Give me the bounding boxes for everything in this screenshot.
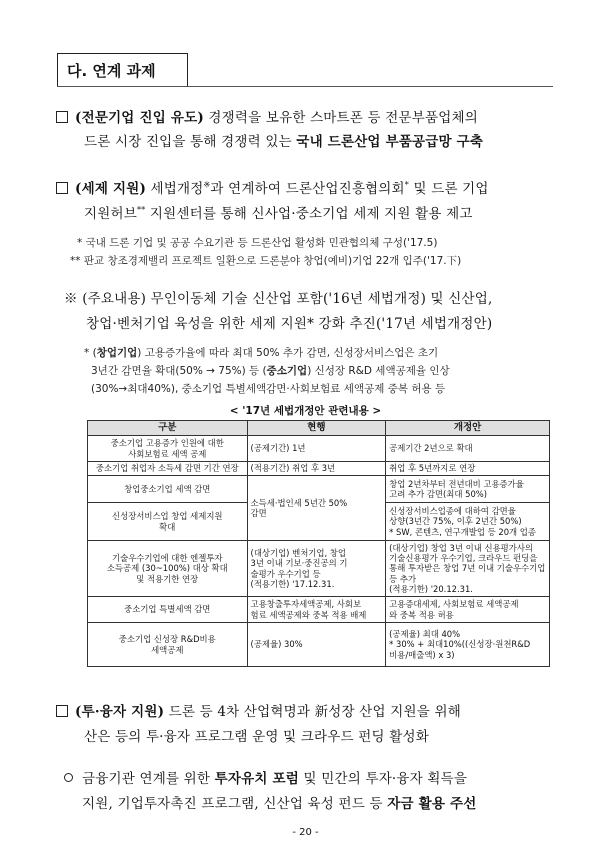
text-run: 지원허브 (84, 206, 137, 222)
text-run: (30%→최대40%), 중소기업 특별세액감면·사회보험료 세액공제 중복 허용 등 (91, 383, 446, 395)
p3-note-1-text (84, 347, 438, 359)
tax-revision-table (87, 420, 550, 667)
cell-current: (공제기간) 1년 (247, 436, 386, 462)
cell-category: 중소기업 취업자 소득세 감면 기간 연장 (88, 462, 248, 476)
cell-category: 기술우수기업에 대한 엔젤투자 소득공제 (30~100%) 대상 확대 및 적용기한 연장 (88, 541, 248, 597)
p1-line-1 (56, 106, 478, 126)
section-title: 다. 연계 과제 (67, 62, 156, 80)
p4-line-1 (56, 700, 461, 720)
cell-category: 창업중소기업 세액 감면 (88, 476, 248, 503)
table-row (88, 597, 550, 623)
table-header-row (88, 421, 550, 436)
text-run: * ( (84, 347, 97, 359)
cell-current: 소득세·법인세 5년간 50% 감면 (247, 476, 386, 541)
text-run: 자금 활용 주선 (387, 796, 477, 812)
square-bullet-icon (56, 182, 68, 194)
p3-note-2 (91, 363, 450, 378)
cell-revised: 창업 2년차부터 전년대비 고용증가율 고려 추가 감면(최대 50%) (386, 476, 550, 503)
table-row (88, 623, 550, 667)
cell-revised: 공제기간 2년으로 확대 (386, 436, 550, 462)
table-row (88, 541, 550, 597)
header-category: 구분 (88, 421, 248, 436)
text-run: 국내 드론산업 부품공급망 구축 (296, 134, 484, 150)
text-run: ) 고용증가율에 따라 최대 50% 추가 감면, 신성장서비스업은 초기 (137, 347, 439, 359)
p3-line-1: ※ (주요내용) 무인이동체 기술 신산업 포함('16년 세법개정) 및 신산업, (64, 291, 493, 307)
square-bullet-icon (56, 705, 68, 717)
text-run: 및 드론 기업 (408, 181, 489, 197)
text-run: 창업기업 (96, 347, 138, 359)
text-run: 3년간 감면율 확대(50% → 75%) 등 ( (91, 365, 267, 377)
p4-line-2-text (84, 729, 429, 745)
cell-revised: 신성장서비스업종에 대하여 감면율 상향(3년간 75%, 이후 2년간 50%) * SW, 콘텐츠, 연구개발업 등 20개 업종 (386, 503, 550, 541)
cell-revised: (공제율) 최대 40% * 30% + 최대10%((신성장·원천R&D 비용/매출액) x 3) (386, 623, 550, 667)
p5-line-1 (64, 767, 467, 787)
text-run: 지원, 기업투자촉진 프로그램, 신산업 육성 펀드 등 (82, 796, 388, 812)
p3-note-3 (91, 381, 445, 396)
text-run: 과 연계하여 드론산업진흥협의회 (210, 181, 405, 197)
p5-line-2-text (82, 796, 477, 812)
text-run: (투·융자 지원) (75, 704, 165, 720)
p3-note-2-text (91, 365, 450, 377)
text-run: 드론 시장 진입을 통해 경쟁력 있는 (84, 134, 297, 150)
p4-line-1-text (75, 704, 461, 720)
p2-line-2-text (84, 206, 473, 222)
text-run: 금융기관 연계를 위한 (82, 771, 215, 787)
p5-line-2 (82, 792, 477, 812)
p2-line-1 (56, 177, 489, 197)
cell-revised: (대상기업) 창업 3년 이내 신용평가사의 기술신용평가 우수기업, 크라우드 펀딩을 통해 투자받은 창업 7년 이내 기술우수기업 등 추가 (적용기한) '20.12.31. (386, 541, 550, 597)
circle-bullet-icon (64, 773, 73, 782)
cell-revised: 취업 후 5년까지로 연장 (386, 462, 550, 476)
text-run: ) 신성장 R&D 세액공제율 인상 (307, 365, 450, 377)
cell-current: 고용창출투자세액공제, 사회보 험료 세액공제와 중복 적용 배제 (247, 597, 386, 623)
section-title-underline (57, 86, 553, 87)
text-run: 및 민간의 투자·융자 획득을 (299, 771, 468, 787)
text-run: 지원센터를 통해 신사업·중소기업 세제 지원 활용 제고 (145, 206, 473, 222)
p3-note-1 (84, 345, 438, 360)
text-run: 드론 등 4차 산업혁명과 新성장 산업 지원을 위해 (164, 704, 461, 720)
cell-current: (적용기간) 취업 후 3년 (247, 462, 386, 476)
p2-line-2 (84, 202, 473, 222)
p1-line-2 (84, 130, 483, 150)
p5-line-1-text (82, 771, 467, 787)
text-run: ※ (203, 180, 211, 190)
cell-category: 중소기업 신성장 R&D비용 세액공제 (88, 623, 248, 667)
p1-line-1-text (75, 110, 478, 126)
p3-line-2: 창업·벤처기업 육성을 위한 세제 지원* 강화 추진('17년 세법개정안) (86, 316, 493, 332)
cell-category: 중소기업 고용증가 인원에 대한 사회보험료 세액 공제 (88, 436, 248, 462)
page-number: - 20 - (292, 827, 319, 838)
cell-category: 중소기업 특별세액 감면 (88, 597, 248, 623)
text-run: 세법개정 (146, 181, 204, 197)
cell-revised: 고용증대세제, 사회보험료 세액공제 와 중복 적용 허용 (386, 597, 550, 623)
p3-note-3-text (91, 383, 445, 395)
text-run: * (404, 180, 409, 190)
text-run: (전문기업 진입 유도) (75, 110, 204, 126)
text-run: 투자유치 포럼 (214, 771, 300, 787)
cell-current: (공제율) 30% (247, 623, 386, 667)
p4-line-2 (84, 725, 429, 745)
cell-category: 신성장서비스업 창업 세제지원 확대 (88, 503, 248, 541)
p2-note-2: ** 판교 창조경제밸리 프로젝트 일환으로 드론분야 창업(예비)기업 22개 입주('17.下) (70, 255, 462, 267)
text-run: ** (136, 205, 146, 215)
cell-current: (대상기업) 벤처기업, 창업 3년 이내 기보·중진공의 기 술평가 우수기업 등 (적용기한) '17.12.31. (247, 541, 386, 597)
table-row (88, 476, 550, 503)
text-run: (세제 지원) (75, 181, 147, 197)
p2-note-1: * 국내 드론 기업 및 공공 수요기관 등 드론산업 활성화 민관협의체 구성('17.5) (77, 237, 438, 249)
text-run: 중소기업 (266, 365, 308, 377)
table-caption: < '17년 세법개정안 관련내용 > (229, 405, 382, 417)
p2-line-1-text (75, 181, 489, 197)
text-run: 산은 등의 투·융자 프로그램 운영 및 크라우드 펀딩 활성화 (84, 729, 429, 745)
header-revised: 개정안 (386, 421, 550, 436)
square-bullet-icon (56, 111, 68, 123)
text-run: 경쟁력을 보유한 스마트폰 등 전문부품업체의 (203, 110, 478, 126)
header-current: 현행 (247, 421, 386, 436)
table-row (88, 462, 550, 476)
p1-line-2-text (84, 134, 483, 150)
table-row (88, 436, 550, 462)
table-body (88, 436, 550, 667)
